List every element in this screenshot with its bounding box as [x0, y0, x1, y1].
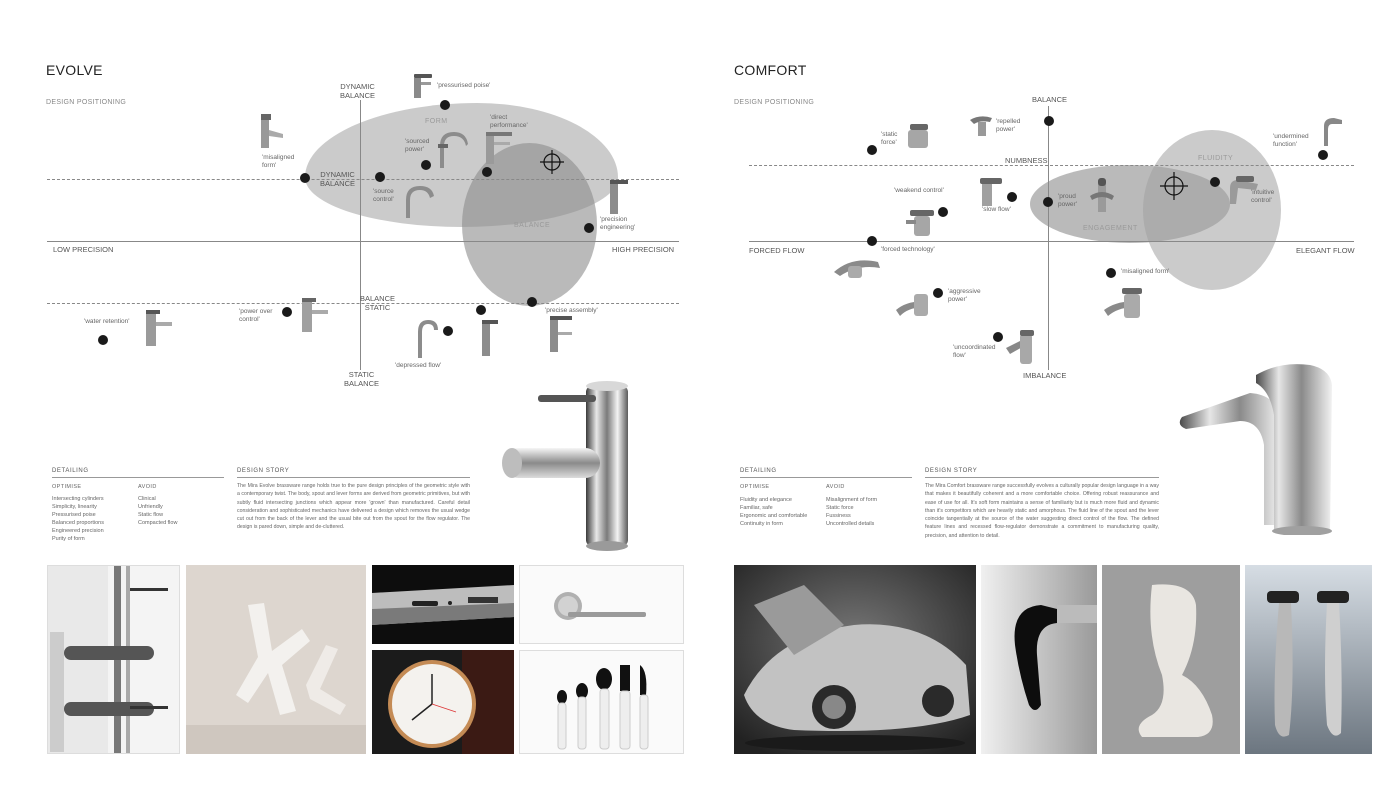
tap-thumbnail — [1002, 328, 1038, 368]
crosshair-icon — [1160, 172, 1188, 200]
optimise-heading: OPTIMISE — [740, 484, 770, 490]
zone-label-balance: BALANCE — [514, 222, 551, 229]
photo-towel-rail — [47, 565, 180, 754]
section-subtitle: DESIGN POSITIONING — [734, 99, 815, 106]
zone-label-fluidity: FLUIDITY — [1198, 155, 1234, 162]
list-item: Continuity in form — [740, 521, 783, 527]
zone-label-form: FORM — [425, 118, 448, 125]
quote-power-over: 'power over control' — [239, 308, 273, 323]
detailing-heading: DETAILING — [740, 468, 777, 474]
photo-razors — [1245, 565, 1372, 754]
map-dot — [440, 100, 450, 110]
quote-source-control: 'source control' — [373, 188, 394, 203]
axis-vertical — [360, 100, 361, 370]
avoid-heading: AVOID — [826, 484, 845, 490]
list-item: Unfriendly — [138, 504, 163, 510]
optimise-list — [740, 496, 807, 528]
quote-static: 'static force' — [881, 131, 898, 146]
tap-thumbnail — [410, 72, 434, 100]
section-subtitle: DESIGN POSITIONING — [46, 99, 127, 106]
zone-label-engagement: ENGAGEMENT — [1083, 225, 1138, 232]
list-item: Purity of form — [52, 536, 85, 542]
list-item: Simplicity, linearity — [52, 504, 97, 510]
quote-uncoordinated: 'uncoordinated flow' — [953, 344, 996, 359]
photo-white-joint — [186, 565, 366, 754]
list-item: Fussiness — [826, 513, 851, 519]
map-dot — [867, 236, 877, 246]
map-dot — [375, 172, 385, 182]
avoid-list — [826, 496, 877, 528]
map-dot — [1210, 177, 1220, 187]
quote-direct: 'direct performance' — [490, 114, 528, 129]
quote-precision: 'precision engineering' — [600, 216, 636, 231]
quote-slow: 'slow flow' — [982, 206, 1011, 213]
axis-vertical — [1048, 106, 1049, 370]
detailing-rule — [52, 477, 224, 478]
quote-repelled: 'repelled power' — [996, 118, 1021, 133]
list-item: Uncontrolled details — [826, 521, 875, 527]
design-story-text: The Mira Evolve brassware range holds true to the pure design principles of the geometric style with a contemporary twist. The body, spout and lever forms are derived from geometric primitives, but with subtly fluid intersecting junctions which appear more 'grown' than manufactured. Careful detail consideration and sophisticated mechanics have delivered a design which removes the usual wedge cut out from the back of the lever and the usual bite out from the spout for the flow regulator. The design is pared down, simple and de-cluttered. — [237, 483, 470, 531]
design-story-text: The Mira Comfort brassware range successfully evolves a culturally popular design language in a way that makes it beautifully coherent and a more comfortable choice. Offering robust reassurance and ease of use for all. It's soft form maintains a sense of familiarity but is much more fluid and dynamic than it's competitors which are heavily static and amorphous. The fluid line of the spout and the lever coincide tangentially at the source of the water suggesting direct control of the flow. The defined feature lines and recessed flow-regulator demonstrate a commitment to manufacturing quality, precision, and attention to detail. — [925, 483, 1159, 539]
photo-panton-chair — [1102, 565, 1240, 754]
photo-hook — [981, 565, 1097, 754]
axis-label-left: LOW PRECISION — [53, 245, 114, 254]
map-dot — [1106, 268, 1116, 278]
quote-sourced: 'sourced power' — [405, 138, 430, 153]
list-item: Pressurised poise — [52, 512, 96, 518]
comfort-panel — [700, 0, 1400, 792]
tap-thumbnail — [482, 128, 518, 168]
map-dot — [421, 160, 431, 170]
map-dot — [527, 297, 537, 307]
map-dot — [938, 207, 948, 217]
quote-weakened: 'weakend control' — [894, 187, 944, 194]
tap-thumbnail — [1318, 116, 1346, 148]
axis-label-top: DYNAMIC BALANCE — [340, 82, 376, 100]
axis-label-lower-mid: BALANCE STATIC — [360, 294, 396, 312]
axis-horizontal — [749, 241, 1354, 242]
map-dot — [1043, 197, 1053, 207]
axis-label-right: ELEGANT FLOW — [1296, 246, 1355, 255]
list-item: Misalignment of form — [826, 497, 878, 503]
optimise-heading: OPTIMISE — [52, 484, 82, 490]
detailing-heading: DETAILING — [52, 468, 89, 474]
page-title: EVOLVE — [46, 62, 103, 78]
map-dot — [98, 335, 108, 345]
axis-horizontal — [47, 241, 679, 242]
list-item: Clinical — [138, 496, 156, 502]
optimise-list — [52, 495, 104, 543]
design-story-heading: DESIGN STORY — [237, 468, 290, 474]
tap-thumbnail — [432, 128, 476, 170]
map-dot — [1007, 192, 1017, 202]
page-title: COMFORT — [734, 62, 807, 78]
tap-thumbnail — [904, 122, 934, 150]
tap-thumbnail — [255, 112, 287, 152]
fluidity-zone — [1143, 130, 1281, 290]
axis-label-right: HIGH PRECISION — [612, 245, 675, 254]
avoid-heading: AVOID — [138, 484, 157, 490]
list-item: Intersecting cylinders — [52, 496, 104, 502]
tap-thumbnail — [604, 178, 632, 218]
list-item: Engineered precision — [52, 528, 104, 534]
quote-undermined: 'undermined function' — [1273, 133, 1309, 148]
tap-thumbnail — [412, 318, 442, 360]
photo-watch — [372, 650, 514, 754]
tap-thumbnail — [476, 318, 504, 360]
quote-precise: 'precise assembly' — [545, 307, 598, 314]
quote-intuitive: 'intuitive control' — [1251, 189, 1275, 204]
dashed-line-upper — [47, 179, 679, 180]
axis-label-bottom: IMBALANCE — [1023, 371, 1067, 380]
tap-thumbnail — [296, 296, 332, 336]
list-item: Compacted flow — [138, 520, 178, 526]
detailing-rule — [740, 477, 912, 478]
map-dot — [1318, 150, 1328, 160]
tap-thumbnail — [398, 182, 438, 220]
map-dot — [482, 167, 492, 177]
map-dot — [933, 288, 943, 298]
map-dot — [1044, 116, 1054, 126]
quote-forced-tech: 'forced technology' — [881, 246, 935, 253]
map-dot — [300, 173, 310, 183]
story-rule — [237, 477, 470, 478]
quote-proud: 'proud power' — [1058, 193, 1077, 208]
photo-cutlery — [519, 650, 684, 754]
photo-concept-car — [734, 565, 976, 754]
map-dot — [282, 307, 292, 317]
quote-misaligned: 'misaligned form' — [262, 154, 295, 169]
quote-pressurised: 'pressurised poise' — [437, 82, 491, 89]
quote-depressed: 'depressed flow' — [395, 362, 442, 369]
list-item: Fluidity and elegance — [740, 497, 792, 503]
list-item: Static flow — [138, 512, 164, 518]
hero-tap-image — [490, 370, 660, 560]
tap-thumbnail — [1086, 176, 1118, 214]
axis-label-left: FORCED FLOW — [749, 246, 805, 255]
list-item: Familiar, safe — [740, 505, 773, 511]
quote-misaligned: 'misaligned form' — [1121, 268, 1170, 275]
tap-thumbnail — [976, 176, 1006, 208]
hero-tap-image — [1170, 355, 1340, 535]
quote-aggressive: 'aggressive power' — [948, 288, 981, 303]
tap-thumbnail — [832, 248, 884, 280]
story-rule — [925, 477, 1159, 478]
list-item: Balanced proportions — [52, 520, 104, 526]
tap-thumbnail — [1226, 174, 1262, 208]
tap-thumbnail — [904, 206, 938, 238]
axis-label-numbness: NUMBNESS — [1005, 156, 1048, 165]
list-item: Ergonomic and comfortable — [740, 513, 808, 519]
crosshair-icon — [540, 150, 564, 174]
tap-thumbnail — [894, 288, 934, 320]
avoid-list — [138, 495, 177, 527]
tap-thumbnail — [546, 314, 578, 356]
dashed-line-numbness — [749, 165, 1354, 166]
tap-thumbnail — [966, 112, 996, 138]
map-dot — [867, 145, 877, 155]
photo-door-handle — [519, 565, 684, 644]
axis-label-bottom: STATIC BALANCE — [344, 370, 380, 388]
photo-phone-edge — [372, 565, 514, 644]
map-dot — [584, 223, 594, 233]
design-story-heading: DESIGN STORY — [925, 468, 978, 474]
tap-thumbnail — [1100, 286, 1146, 322]
axis-label-top: BALANCE — [1032, 95, 1068, 104]
quote-water: 'water retention' — [84, 318, 130, 325]
list-item: Static force — [826, 505, 854, 511]
axis-label-mid: DYNAMIC BALANCE — [320, 170, 356, 188]
map-dot — [476, 305, 486, 315]
map-dot — [443, 326, 453, 336]
tap-thumbnail — [140, 308, 176, 350]
